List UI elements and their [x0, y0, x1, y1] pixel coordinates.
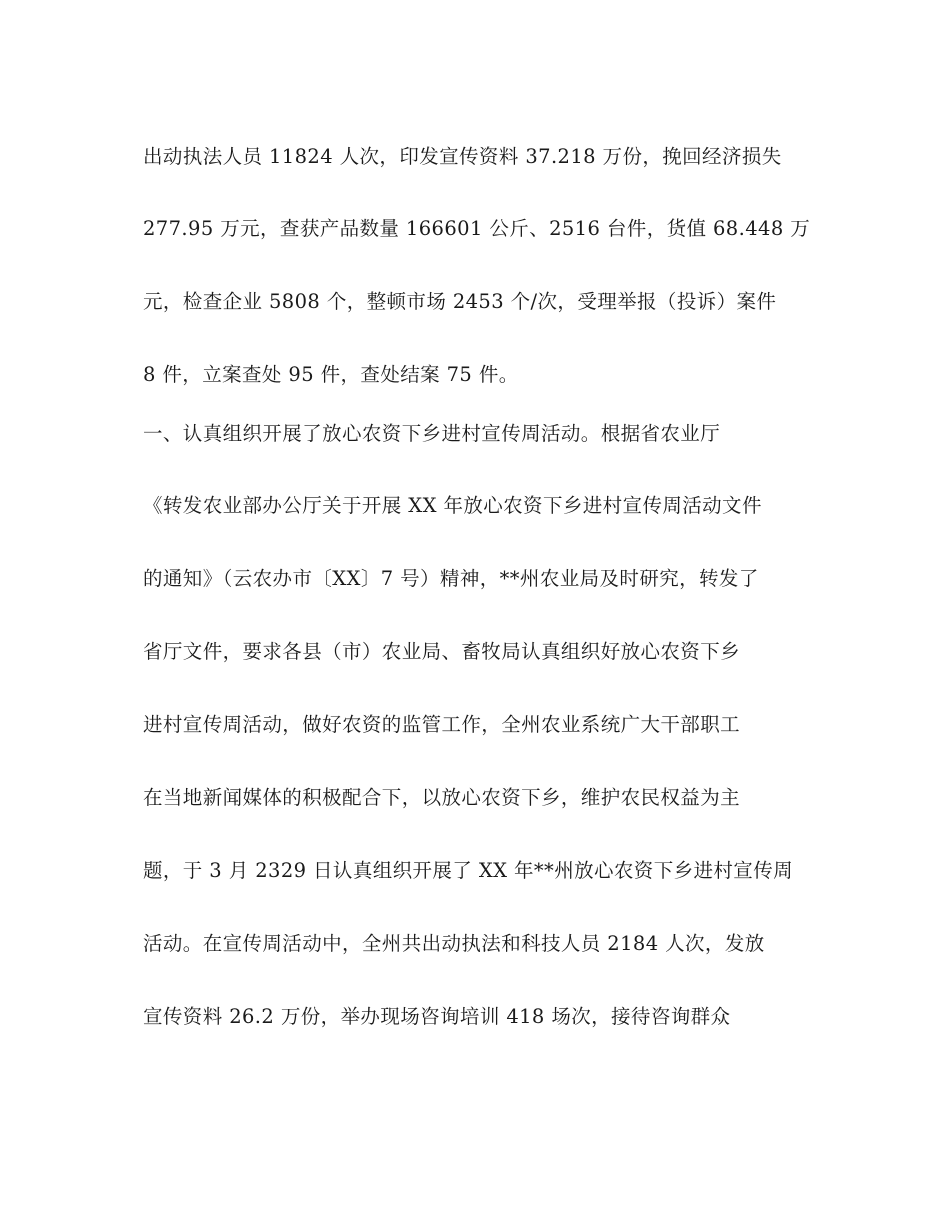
- body-text-line: 《转发农业部办公厅关于开展 XX 年放心农资下乡进村宣传周活动文件: [143, 494, 762, 517]
- body-text-line: 8 件，立案查处 95 件，查处结案 75 件。: [143, 363, 519, 386]
- body-text-line: 进村宣传周活动，做好农资的监管工作，全州农业系统广大干部职工: [143, 713, 741, 736]
- section-heading-line: 一、认真组织开展了放心农资下乡进村宣传周活动。根据省农业厅: [143, 422, 721, 445]
- body-text-line: 出动执法人员 11824 人次，印发宣传资料 37.218 万份，挽回经济损失: [143, 145, 782, 168]
- body-text-line: 活动。在宣传周活动中，全州共出动执法和科技人员 2184 人次，发放: [143, 932, 765, 955]
- body-text-line: 的通知》（云农办市〔XX〕7 号）精神，**州农业局及时研究，转发了: [143, 567, 759, 590]
- body-text-line: 题，于 3 月 2329 日认真组织开展了 XX 年**州放心农资下乡进村宣传周: [143, 859, 793, 882]
- body-text-line: 277.95 万元，查获产品数量 166601 公斤、2516 台件，货值 68.448 万: [143, 217, 811, 240]
- body-text-line: 省厅文件，要求各县（市）农业局、畜牧局认真组织好放心农资下乡: [143, 640, 741, 663]
- body-text-line: 宣传资料 26.2 万份，举办现场咨询培训 418 场次，接待咨询群众: [143, 1005, 731, 1028]
- body-text-line: 元，检查企业 5808 个，整顿市场 2453 个/次，受理举报（投诉）案件: [143, 290, 777, 313]
- body-text-line: 在当地新闻媒体的积极配合下，以放心农资下乡，维护农民权益为主: [143, 786, 741, 809]
